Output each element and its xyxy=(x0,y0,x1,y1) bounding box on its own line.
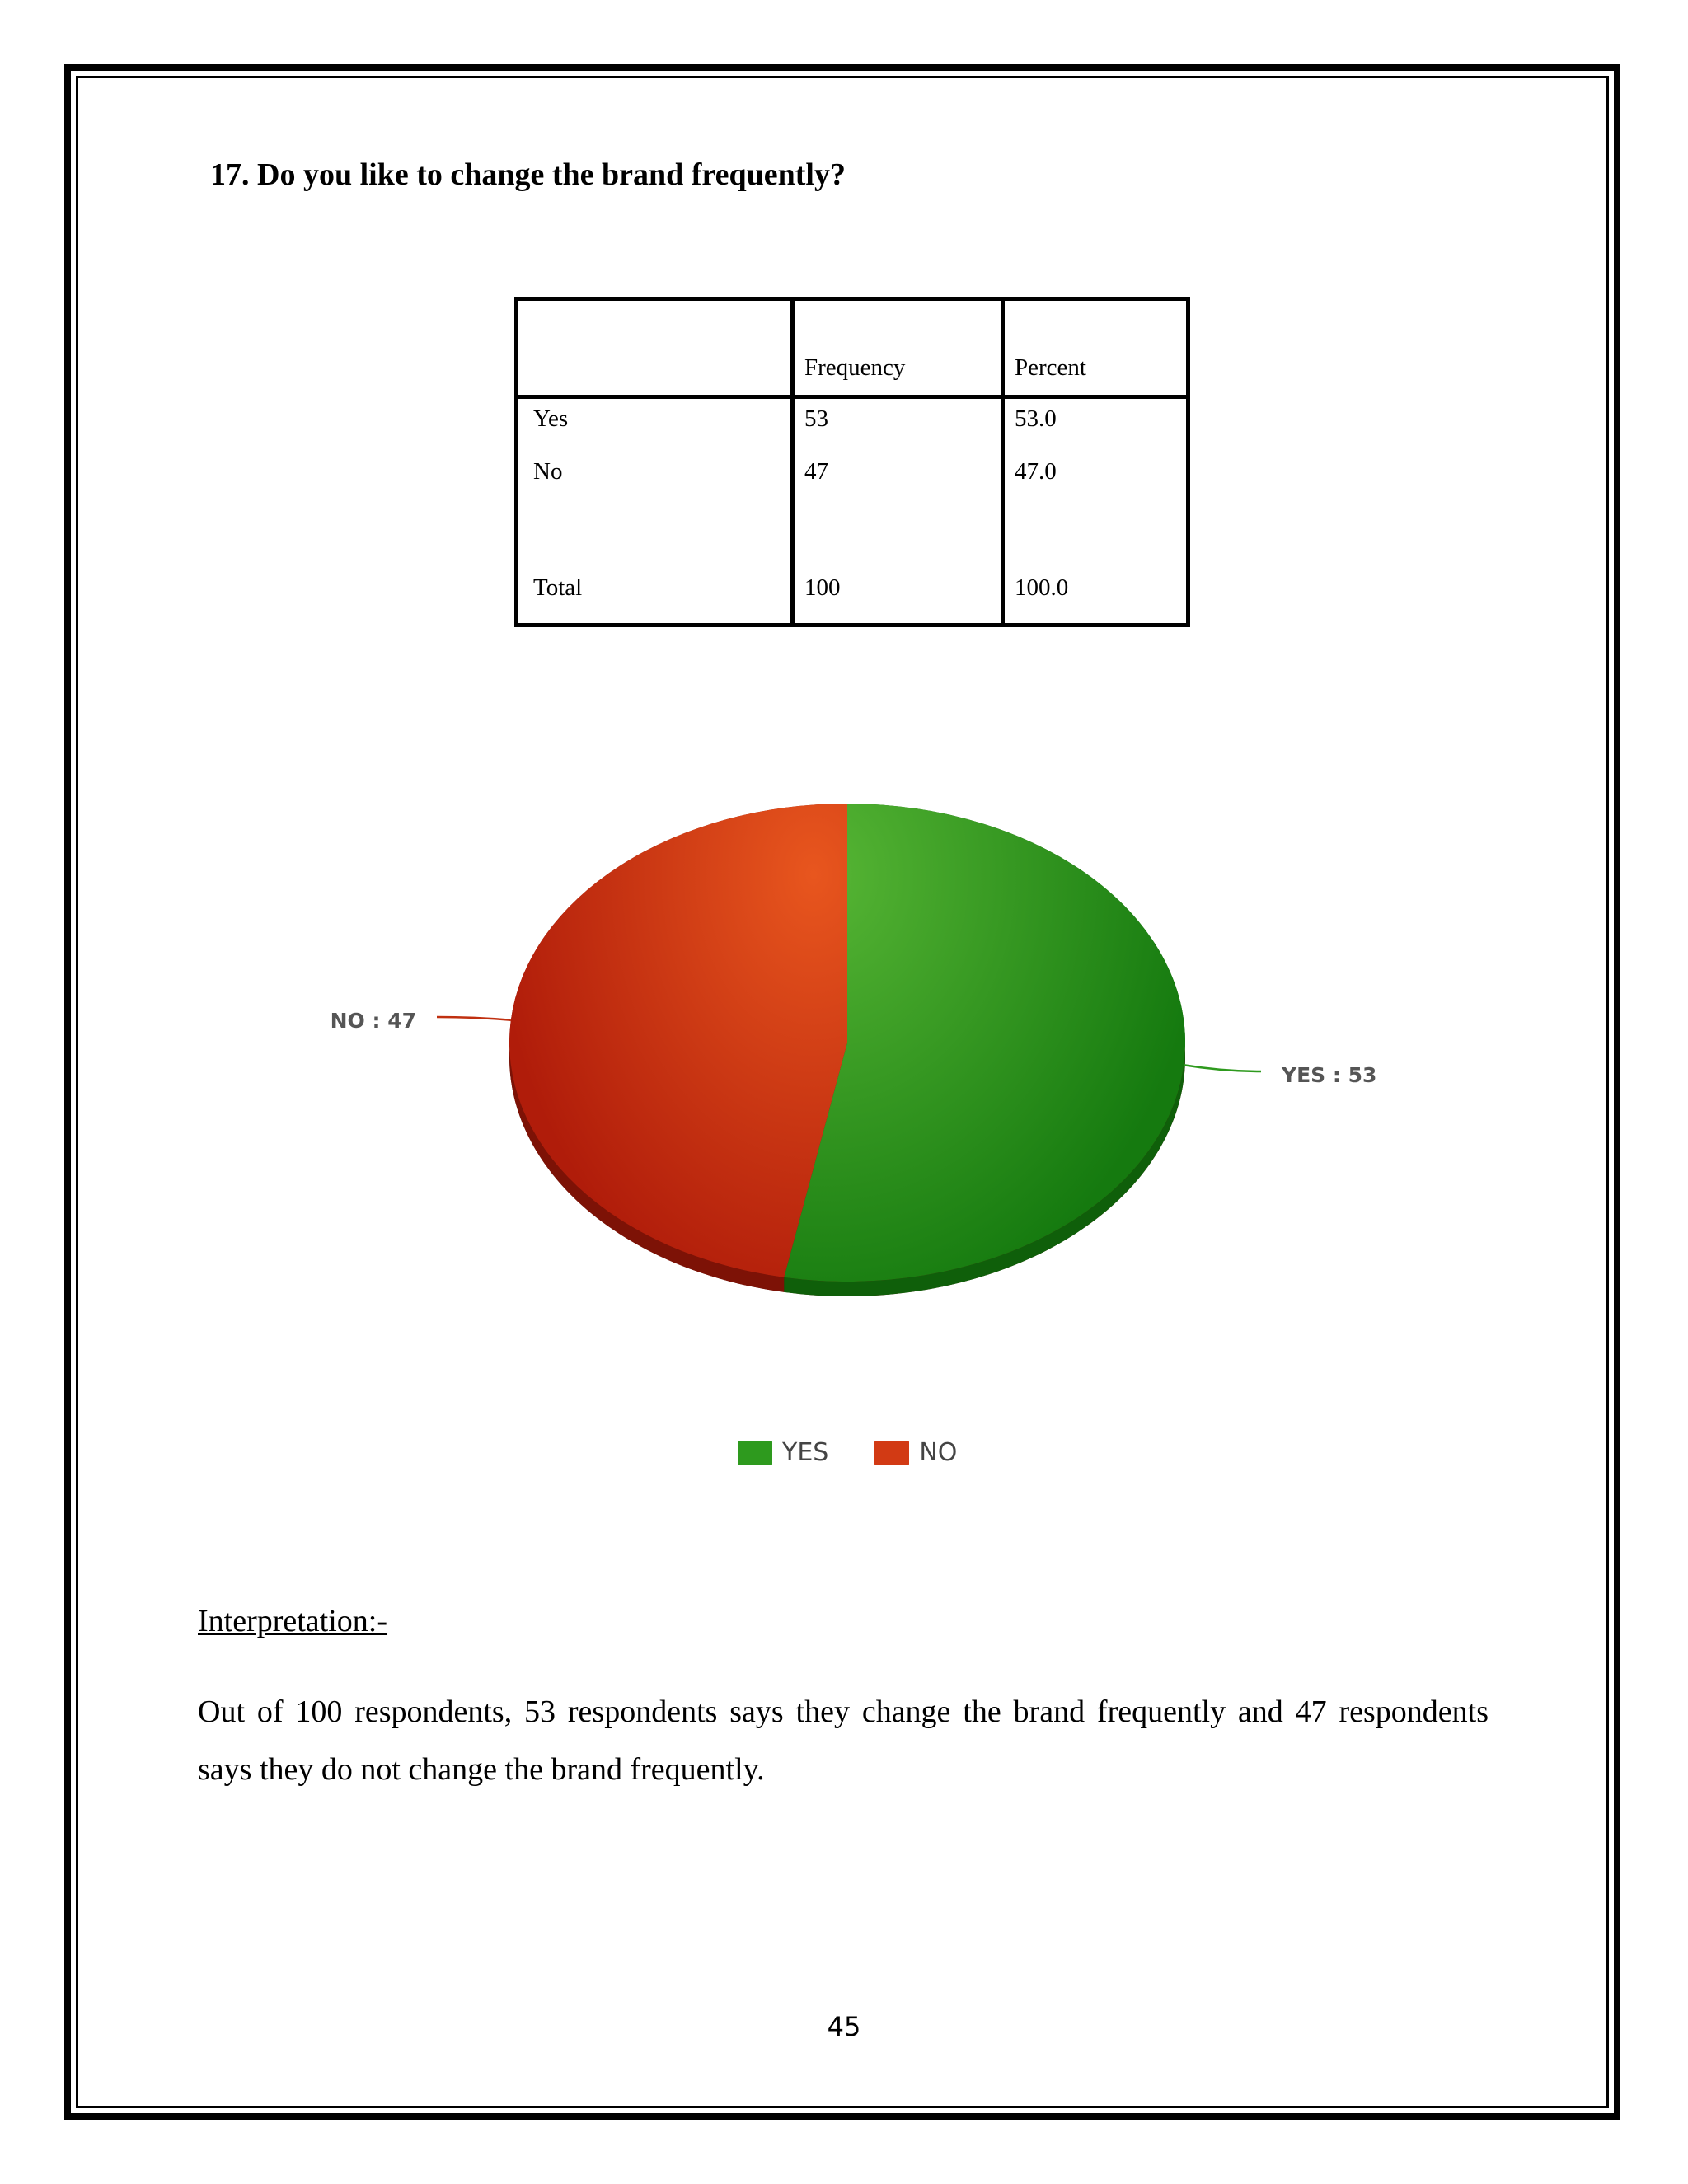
legend-item-yes xyxy=(738,1438,828,1467)
row-label: Total xyxy=(517,552,793,626)
legend-label-no: NO xyxy=(919,1438,958,1467)
data-label-yes: YES : 53 xyxy=(1282,1063,1377,1087)
question-heading: 17. Do you like to change the brand frequently? xyxy=(210,157,846,192)
row-label: No xyxy=(517,438,793,496)
header-frequency: Frequency xyxy=(793,299,1003,397)
legend-swatch-yes xyxy=(738,1441,772,1465)
pie-slice-no xyxy=(509,804,847,1277)
row-frequency: 53 xyxy=(793,397,1003,439)
legend-swatch-no xyxy=(874,1441,909,1465)
row-frequency: 47 xyxy=(793,438,1003,496)
row-label: Yes xyxy=(517,397,793,439)
header-percent: Percent xyxy=(1003,299,1189,397)
row-percent: 53.0 xyxy=(1003,397,1189,439)
row-frequency: 100 xyxy=(793,552,1003,626)
interpretation-title: Interpretation:- xyxy=(198,1604,388,1638)
legend-item-no xyxy=(874,1438,957,1467)
interpretation-text: Out of 100 respondents, 53 respondents says they change the brand frequently and 47 respondents says they do not change the brand frequently. xyxy=(198,1694,1489,1787)
data-label-no: NO : 47 xyxy=(330,1009,416,1033)
chart-legend xyxy=(738,1438,1003,1467)
leader-line-yes xyxy=(1184,1065,1261,1071)
legend-label-yes: YES xyxy=(782,1438,829,1467)
page-number: 45 xyxy=(827,2011,861,2042)
row-percent: 47.0 xyxy=(1003,438,1189,496)
row-percent: 100.0 xyxy=(1003,552,1189,626)
leader-line-no xyxy=(437,1017,511,1020)
